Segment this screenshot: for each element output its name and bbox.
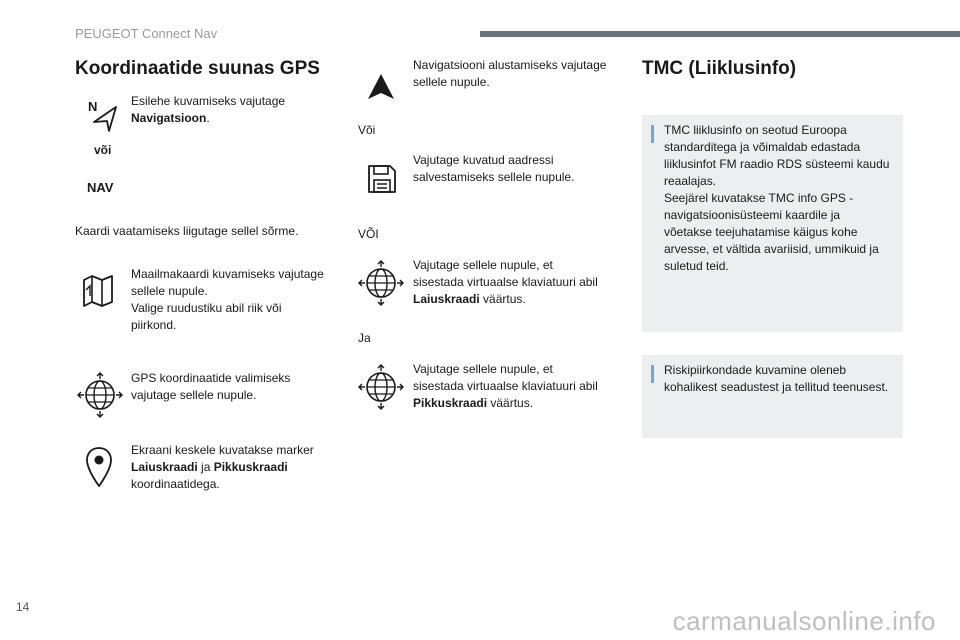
- globe-latitude-icon: [358, 260, 404, 306]
- voi-text-2: VÕI: [358, 227, 379, 241]
- section-title-gps: Koordinaatide suunas GPS: [75, 58, 320, 79]
- info-accent-bar: [651, 365, 654, 383]
- tmc-info-text: TMC liiklusinfo on seotud Euroopa standarditega ja võimaldab edastada liiklusinfot FM raadio RDS süsteemi kaudu reaalajas. Seejärel kuvatakse TMC info GPS - navigatsioonisüsteemi kaardile ja võetakse teejuhatamise käigus kohe arvesse, et vältida avariisid, ummikuid ja suletud teid.: [664, 123, 890, 273]
- nav-button-label: NAV: [87, 180, 114, 195]
- world-map-text: Maailmakaardi kuvamiseks vajutage sellele nupule. Valige ruudustiku abil riik või piirkond.: [131, 267, 324, 332]
- world-map-icon: [80, 270, 116, 310]
- save-icon: [366, 163, 398, 195]
- save-text: Vajutage kuvatud aadressi salvestamiseks sellele nupule.: [413, 153, 575, 184]
- latitude-text: Vajutage sellele nupule, et sisestada virtuaalse klaviatuuri abil Laiuskraadi väärtus.: [413, 258, 598, 306]
- watermark: carmanualsonline.info: [672, 606, 936, 636]
- header-bar: [480, 31, 960, 37]
- longitude-text: Vajutage sellele nupule, et sisestada virtuaalse klaviatuuri abil Pikkuskraadi väärtus.: [413, 362, 598, 410]
- nav-press-text: Esilehe kuvamiseks vajutage Navigatsioon.: [131, 94, 286, 125]
- globe-grid-icon: [77, 372, 123, 418]
- tmc-info-box: [642, 115, 903, 332]
- page-number: 14: [16, 600, 30, 614]
- start-nav-text: Navigatsiooni alustamiseks vajutage sellele nupule.: [413, 58, 607, 89]
- marker-text: Ekraani keskele kuvatakse marker Laiuskraadi ja Pikkuskraadi koordinaatidega.: [131, 443, 314, 491]
- info-accent-bar: [651, 125, 654, 143]
- running-header: PEUGEOT Connect Nav: [75, 26, 218, 41]
- compass-n-letter: N: [88, 99, 98, 114]
- globe-longitude-icon: [358, 364, 404, 410]
- risk-zone-text: Riskipiirkondade kuvamine oleneb kohalikest seadustest ja tellitud teenusest.: [664, 363, 889, 394]
- voi-text-1: Või: [358, 123, 376, 137]
- map-marker-icon: [85, 446, 113, 488]
- ja-text: Ja: [358, 331, 371, 345]
- drag-map-text: Kaardi vaatamiseks liigutage sellel sõrme.: [75, 224, 299, 238]
- navigation-icon: [86, 98, 120, 134]
- gps-select-text: GPS koordinaatide valimiseks vajutage sellele nupule.: [131, 371, 291, 402]
- voi-label: või: [94, 143, 112, 157]
- start-navigation-icon: [366, 72, 396, 102]
- section-title-tmc: TMC (Liiklusinfo): [642, 58, 797, 79]
- risk-zone-info-box: [642, 355, 903, 438]
